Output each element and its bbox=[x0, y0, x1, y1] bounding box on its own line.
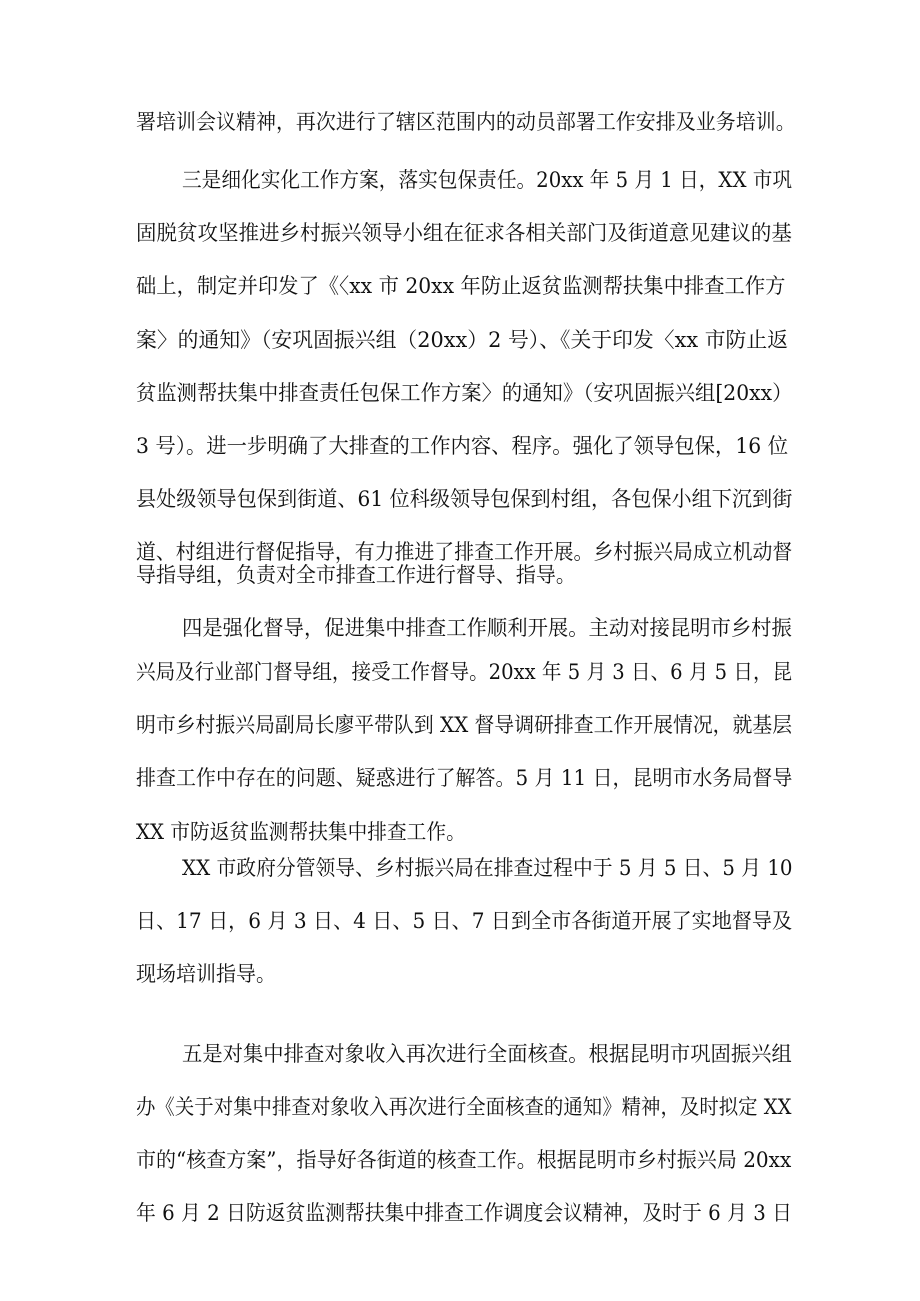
text-line: 署培训会议精神，再次进行了辖区范围内的动员部署工作安排及业务培训。 bbox=[136, 110, 796, 134]
text-line: 四是强化督导，促进集中排查工作顺利开展。主动对接昆明市乡村振 bbox=[182, 616, 792, 640]
text-line: 案〉的通知》（安巩固振兴组（20xx）2 号）、《关于印发〈xx 市防止返 bbox=[136, 328, 789, 352]
text-line: XX 市政府分管领导、乡村振兴局在排查过程中于 5 月 5 日、5 月 10 bbox=[182, 856, 793, 880]
text-line: XX 市防返贫监测帮扶集中排查工作。 bbox=[136, 820, 466, 844]
text-line: 三是细化实化工作方案，落实包保责任。20xx 年 5 月 1 日，XX 市巩 bbox=[182, 168, 793, 192]
text-line: 县处级领导包保到街道、61 位科级领导包保到村组，各包保小组下沉到街 bbox=[136, 487, 793, 511]
text-line: 明市乡村振兴局副局长廖平带队到 XX 督导调研排查工作开展情况，就基层 bbox=[136, 713, 793, 737]
text-line: 兴局及行业部门督导组，接受工作督导。20xx 年 5 月 3 日、6 月 5 日，昆 bbox=[136, 660, 793, 684]
text-line: 日、17 日，6 月 3 日、4 日、5 日、7 日到全市各街道开展了实地督导及 bbox=[136, 909, 793, 933]
text-line: 导指导组，负责对全市排查工作进行督导、指导。 bbox=[136, 563, 576, 587]
text-line: 排查工作中存在的问题、疑惑进行了解答。5 月 11 日，昆明市水务局督导 bbox=[136, 766, 793, 790]
text-line: 固脱贫攻坚推进乡村振兴领导小组在征求各相关部门及街道意见建议的基 bbox=[136, 221, 792, 245]
text-line: 贫监测帮扶集中排查责任包保工作方案〉的通知》（安巩固振兴组[20xx） bbox=[136, 381, 793, 405]
text-line: 道、村组进行督促指导，有力推进了排查工作开展。乡村振兴局成立机动督 bbox=[136, 540, 793, 564]
text-line: 五是对集中排查对象收入再次进行全面核查。根据昆明市巩固振兴组 bbox=[182, 1042, 792, 1066]
text-line: 3 号）。进一步明确了大排查的工作内容、程序。强化了领导包保，16 位 bbox=[136, 434, 789, 458]
text-line: 现场培训指导。 bbox=[136, 962, 276, 986]
text-line: 市的“核查方案”，指导好各街道的核查工作。根据昆明市乡村振兴局 20xx bbox=[136, 1148, 792, 1172]
text-line: 办《关于对集中排查对象收入再次进行全面核查的通知》精神，及时拟定 XX bbox=[136, 1095, 792, 1119]
text-line: 础上，制定并印发了《〈xx 市 20xx 年防止返贫监测帮扶集中排查工作方 bbox=[136, 274, 786, 298]
text-line: 年 6 月 2 日防返贫监测帮扶集中排查工作调度会议精神，及时于 6 月 3 日 bbox=[136, 1201, 792, 1225]
